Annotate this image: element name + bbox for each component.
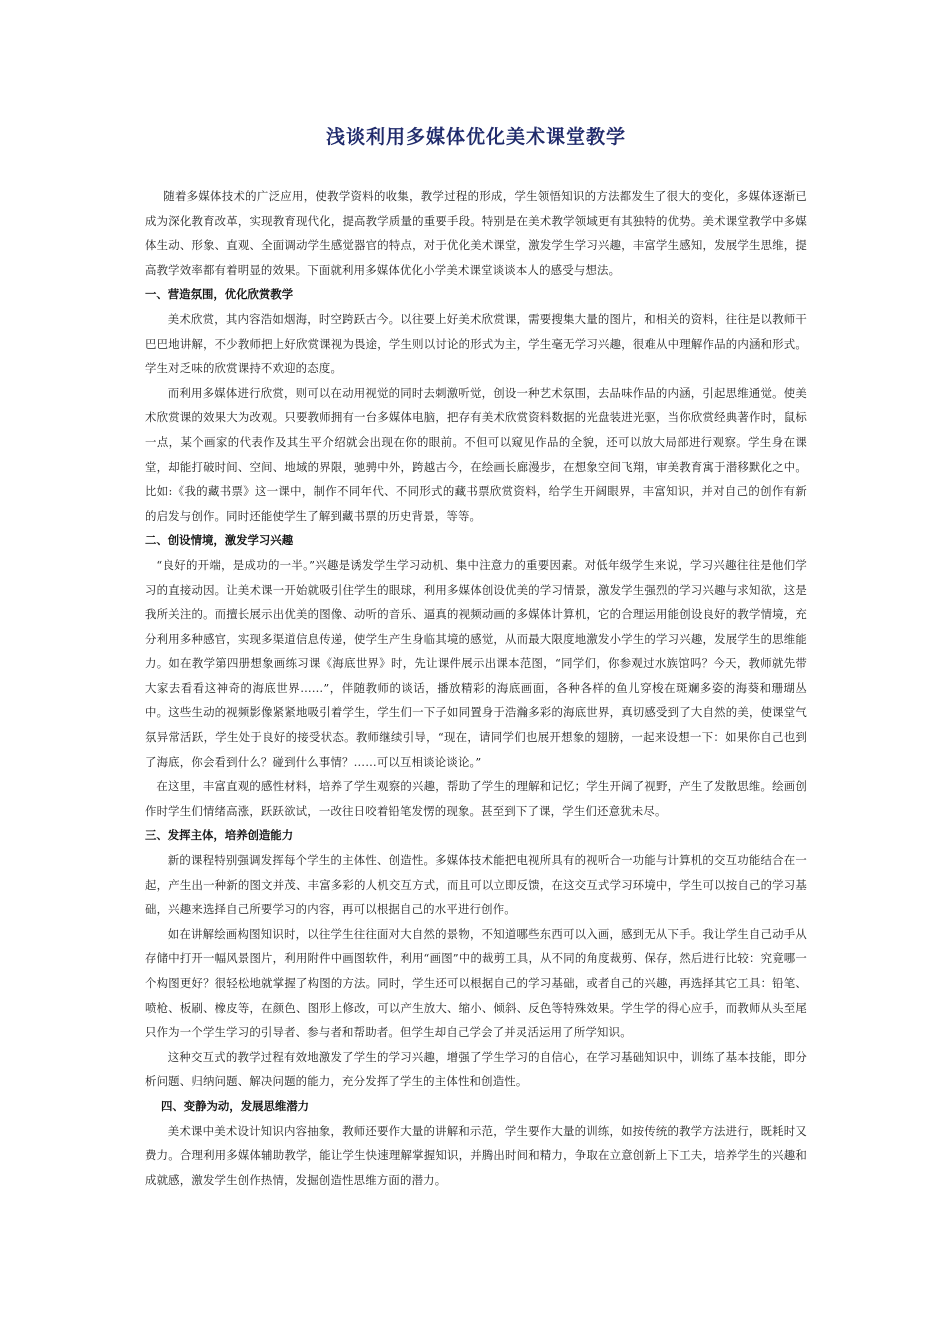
document-page: [145, 122, 807, 1192]
section-2-paragraph-2: 在这里，丰富直观的感性材料，培养了学生观察的兴趣，帮助了学生的理解和记忆；学生开阔了视野，产生了发散思维。绘画创作时学生们情绪高涨，跃跃欲试，一改往日咬着铅笔发愣的现象。甚至到下了课，学生们还意犹未尽。: [145, 779, 807, 818]
section-4-heading: 四、变静为动，发展思维潜力: [160, 1098, 310, 1113]
section-1-heading: 一、营造氛围，优化欣赏教学: [145, 287, 294, 302]
section-1-paragraph-2: 而利用多媒体进行欣赏，则可以在动用视觉的同时去刺激听觉，创设一种艺术氛围，去品味作品的内涵，引起思维通觉。使美术欣赏课的效果大为改观。只要教师拥有一台多媒体电脑，把存有美术欣赏资料数据的光盘装进光驱，当你欣赏经典著作时，鼠标一点，某个画家的代表作及其生平介绍就会出现在你的眼前。不但可以窥见作品的全貌，还可以放大局部进行观察。学生身在课堂，却能打破时间、空间、地域的界限，驰骋中外，跨越古今，在绘画长廊漫步，在想象空间飞翔，审美教育寓于潜移默化之中。比如:《我的藏书票》这一课中，制作不同年代、不同形式的藏书票欣赏资料，给学生开阔眼界，丰富知识，并对自己的创作有新的启发与创作。同时还能使学生了解到藏书票的历史背景，等等。: [145, 385, 807, 523]
section-3-paragraph-3: 这种交互式的教学过程有效地激发了学生的学习兴趣，增强了学生学习的自信心，在学习基础知识中，训练了基本技能，即分析问题、归纳问题、解决问题的能力，充分发挥了学生的主体性和创造性。: [145, 1049, 807, 1089]
section-4-paragraph-1: 美术课中美术设计知识内容抽象，教师还要作大量的讲解和示范，学生要作大量的训练，如按传统的教学方法进行，既耗时又费力。合理利用多媒体辅助教学，能让学生快速理解掌握知识，并腾出时间和精力，争取在立意创新上下工夫，培养学生的兴趣和成就感，激发学生创作热情，发掘创造性思维方面的潜力。: [145, 1123, 807, 1187]
section-2-heading: 二、创设情境，激发学习兴趣: [145, 533, 294, 548]
section-3-paragraph-2: 如在讲解绘画构图知识时，以往学生往往面对大自然的景物，不知道哪些东西可以入画，感到无从下手。我让学生自己动手从存储中打开一幅风景图片，利用附件中画图软件，利用“画图”中的裁剪工具，从不同的角度裁剪、保存，然后进行比较：究竟哪一个构图更好？很轻松地就掌握了构图的方法。同时，学生还可以根据自己的学习基础，或者自己的兴趣，再选择其它工具：铅笔、喷枪、板刷、橡皮等，在颜色、图形上修改，可以产生放大、缩小、倾斜、反色等特殊效果。学生学的得心应手，而教师从头至尾只作为一个学生学习的引导者、参与者和帮助者。但学生却自己学会了并灵活运用了所学知识。: [145, 926, 807, 1040]
section-3-paragraph-1: 新的课程特别强调发挥每个学生的主体性、创造性。多媒体技术能把电视所具有的视听合一功能与计算机的交互功能结合在一起，产生出一种新的图文并茂、丰富多彩的人机交互方式，而且可以立即反馈，在这交互式学习环境中，学生可以按自己的学习基础，兴趣来选择自己所要学习的内容，再可以根据自己的水平进行创作。: [145, 853, 807, 917]
section-3-heading: 三、发挥主体，培养创造能力: [145, 828, 294, 843]
section-2-paragraph-1: “良好的开端，是成功的一半。”兴趣是诱发学生学习动机、集中注意力的重要因素。对低年级学生来说，学习兴趣往往是他们学习的直接动因。让美术课一开始就吸引住学生的眼球，利用多媒体创设优美的学习情景，激发学生强烈的学习兴趣与求知欲，这是我所关注的。而擅长展示出优美的图像、动听的音乐、逼真的视频动画的多媒体计算机，它的合理运用能创设良好的教学情境，充分利用多种感官，实现多渠道信息传递，使学生产生身临其境的感觉，从而最大限度地激发小学生的学习兴趣，发展学生的思维能力。如在教学第四册想象画练习课《海底世界》时，先让课件展示出课本范图，“同学们，你参观过水族馆吗？今天，教师就先带大家去看看这神奇的海底世界……”，伴随教师的谈话，播放精彩的海底画面，各种各样的鱼儿穿梭在斑斓多姿的海葵和珊瑚丛中。这些生动的视频影像紧紧地吸引着学生，学生们一下子如同置身于浩瀚多彩的海底世界，真切感受到了大自然的美，使课堂气氛异常活跃，学生处于良好的接受状态。教师继续引导，“现在，请同学们也展开想象的翅膀，一起来设想一下：如果你自己也到了海底，你会看到什么？碰到什么事情？……可以互相谈论谈论。”: [145, 557, 807, 769]
section-1-paragraph-1: 美术欣赏，其内容浩如烟海，时空跨跃古今。以往要上好美术欣赏课，需要搜集大量的图片，和相关的资料，往往是以教师干巴巴地讲解，不少教师把上好欣赏课视为畏途，学生则以讨论的形式为主，学生毫无学习兴趣，很难从中理解作品的内涵和形式。学生对乏味的欣赏课持不欢迎的态度。: [145, 311, 807, 376]
intro-paragraph: 随着多媒体技术的广泛应用，使教学资料的收集，教学过程的形成，学生领悟知识的方法都发生了很大的变化，多媒体逐渐已成为深化教育改革，实现教育现代化，提高教学质量的重要手段。特别是在美术教学领域更有其独特的优势。美术课堂教学中多媒体生动、形象、直观、全面调动学生感觉器官的特点，对于优化美术课堂，激发学生学习兴趣，丰富学生感知，发展学生思维，提高教学效率都有着明显的效果。下面就利用多媒体优化小学美术课堂谈谈本人的感受与想法。: [145, 189, 807, 277]
document-title: 浅谈利用多媒体优化美术课堂教学: [325, 126, 626, 148]
